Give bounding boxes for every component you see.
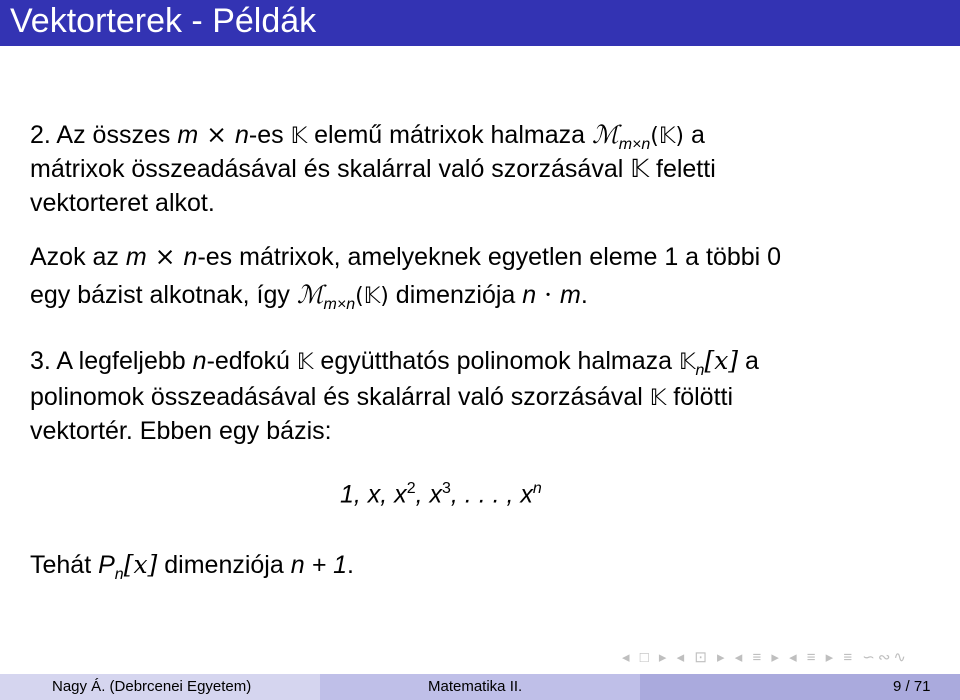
- paragraph-3-line-3: vektortér. Ebben egy bázis:: [30, 417, 332, 445]
- math-P: P: [98, 551, 115, 579]
- item-number: 2.: [30, 121, 51, 149]
- math-arg: [x]: [123, 550, 158, 579]
- text: dimenziója: [388, 281, 523, 309]
- math-times: ×: [198, 120, 235, 149]
- math-field-K: 𝕂: [296, 350, 314, 375]
- formula-sup: 2: [406, 480, 416, 497]
- text: -edfokú: [206, 347, 297, 375]
- math-arg: (𝕂): [355, 284, 389, 309]
- math-subscript: n: [695, 362, 705, 379]
- math-n: n: [183, 243, 198, 271]
- math-n: n: [234, 121, 249, 149]
- text: -es mátrixok, amelyeknek egyetlen eleme 1 a többi 0: [197, 243, 782, 271]
- paragraph-3-line-2: [30, 380, 733, 416]
- math-subscript: n: [114, 566, 124, 583]
- math-field-K: 𝕂: [678, 350, 696, 375]
- formula-part: , . . . , x: [450, 480, 533, 509]
- text: fölötti: [666, 383, 734, 411]
- text: a: [684, 121, 705, 149]
- math-n: n: [522, 281, 537, 309]
- text: elemű mátrixok halmaza: [307, 121, 592, 149]
- text: Az összes: [50, 121, 178, 149]
- conclusion-line: [30, 548, 354, 592]
- formula-sup: n: [532, 480, 542, 497]
- math-expression: n + 1: [290, 551, 348, 579]
- formula-part: , x: [415, 480, 442, 509]
- math-arg: (𝕂): [650, 124, 685, 149]
- basis-paragraph-line-2: [30, 278, 588, 322]
- text: a: [738, 347, 759, 375]
- basis-paragraph-line-1: [30, 240, 781, 274]
- item-number: 3.: [30, 347, 51, 375]
- paragraph-2-line-3: vektorteret alkot.: [30, 189, 215, 217]
- beamer-navigation-icons[interactable]: ◂ □ ▸ ◂ ⊡ ▸ ◂ ≡ ▸ ◂ ≡ ▸ ≡ ∽∾∿: [622, 649, 910, 666]
- formula-part: 1, x, x: [340, 480, 407, 509]
- paragraph-2-line-2: mátrixok összeadásával és skalárral való szorzásával 𝕂 feletti: [30, 155, 716, 183]
- math-field-K: 𝕂: [290, 124, 308, 149]
- slide-title: Vektorterek - Példák: [10, 2, 317, 40]
- math-subscript: m×n: [323, 296, 356, 313]
- formula-sup: 3: [442, 480, 451, 497]
- math-subscript: m×n: [618, 136, 651, 153]
- text: Tehát: [30, 551, 99, 579]
- footer-author: Nagy Á. (Debrcenei Egyetem): [52, 678, 252, 695]
- math-field-K: 𝕂: [649, 386, 667, 411]
- basis-formula: [340, 480, 542, 509]
- math-dot: ·: [536, 280, 561, 309]
- math-m: m: [560, 281, 581, 309]
- text: -es: [248, 121, 291, 149]
- title-bar: [0, 0, 960, 46]
- text: együtthatós polinomok halmaza: [313, 347, 679, 375]
- math-n: n: [192, 347, 207, 375]
- math-times: ×: [146, 242, 184, 271]
- text: .: [347, 551, 354, 579]
- text: polinomok összeadásával és skalárral való szorzásával: [30, 383, 650, 411]
- footer: [0, 674, 960, 700]
- math-m: m: [177, 121, 199, 149]
- math-matrix-set: ℳ: [296, 280, 324, 309]
- text: A legfeljebb: [50, 347, 193, 375]
- math-arg: [x]: [704, 346, 739, 375]
- math-matrix-set: ℳ: [591, 120, 619, 149]
- footer-course: Matematika II.: [428, 678, 523, 695]
- math-m: m: [125, 243, 147, 271]
- text: Azok az: [30, 243, 126, 271]
- text: egy bázist alkotnak, így: [30, 281, 297, 309]
- footer-page-number: 9 / 71: [893, 678, 931, 695]
- text: .: [580, 281, 588, 309]
- text: dimenziója: [157, 551, 291, 579]
